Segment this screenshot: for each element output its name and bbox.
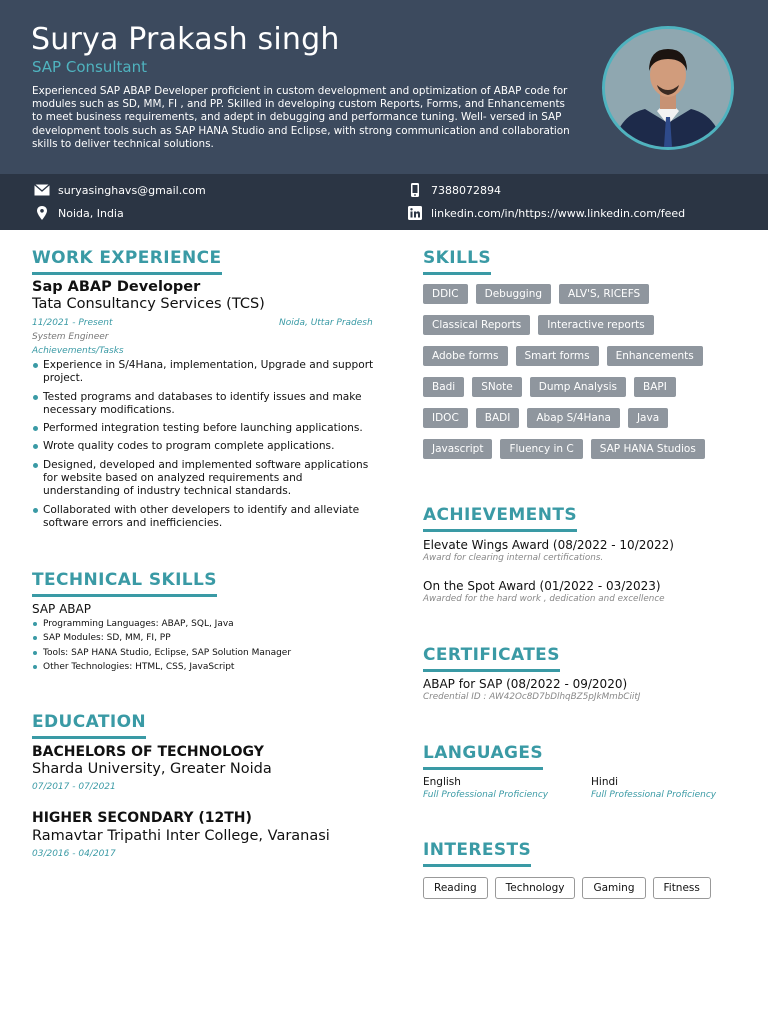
- interest-tag: Gaming: [582, 877, 645, 899]
- skill-tag: Abap S/4Hana: [527, 408, 620, 428]
- candidate-role: SAP Consultant: [32, 58, 147, 76]
- achievements-label: Achievements/Tasks: [32, 346, 124, 356]
- company-name: Tata Consultancy Services (TCS): [32, 296, 265, 312]
- section-title-skills: SKILLS: [423, 248, 491, 275]
- skill-tag: Classical Reports: [423, 315, 530, 335]
- interest-tag: Fitness: [653, 877, 711, 899]
- section-title-education: EDUCATION: [32, 712, 146, 739]
- technical-skills-list: [32, 617, 291, 674]
- phone-icon: [407, 183, 423, 197]
- list-item: Tested programs and databases to identify issues and make necessary modifications.: [32, 391, 382, 418]
- linkedin-text: linkedin.com/in/https://www.linkedin.com/feed: [431, 206, 686, 220]
- language-level: Full Professional Proficiency: [591, 790, 717, 800]
- skill-tag: Dump Analysis: [530, 377, 626, 397]
- skill-tag: Smart forms: [516, 346, 599, 366]
- skill-tag: Fluency in C: [500, 439, 582, 459]
- job-bullet-list: [32, 359, 382, 535]
- language-level: Full Professional Proficiency: [423, 790, 549, 800]
- location-pin-icon: [34, 206, 50, 220]
- section-title-work-experience: WORK EXPERIENCE: [32, 248, 222, 275]
- skill-tag: Javascript: [423, 439, 492, 459]
- contact-location: [34, 206, 124, 220]
- achievement-description: Awarded for the hard work , dedication and excellence: [423, 594, 665, 604]
- language-name: English: [423, 776, 461, 788]
- phone-text: 7388072894: [431, 183, 501, 197]
- section-title-technical-skills: TECHNICAL SKILLS: [32, 570, 217, 597]
- list-item: Collaborated with other developers to identify and alleviate software errors and inefficiencies.: [32, 504, 382, 531]
- envelope-icon: [34, 183, 50, 197]
- job-position: System Engineer: [32, 332, 109, 342]
- section-title-achievements: ACHIEVEMENTS: [423, 505, 577, 532]
- resume-header: [0, 0, 768, 174]
- skill-tag: Badi: [423, 377, 464, 397]
- email-text: suryasinghavs@gmail.com: [58, 183, 206, 197]
- interest-tag: Technology: [495, 877, 576, 899]
- skill-tag: Interactive reports: [538, 315, 653, 335]
- contact-bar: [0, 174, 768, 230]
- job-title: Sap ABAP Developer: [32, 279, 201, 295]
- linkedin-icon: [407, 206, 423, 220]
- education-school: Sharda University, Greater Noida: [32, 761, 272, 777]
- location-text: Noida, India: [58, 206, 124, 220]
- certificate-title: ABAP for SAP (08/2022 - 09/2020): [423, 677, 628, 691]
- skill-tag: Debugging: [476, 284, 551, 304]
- skill-tag: DDIC: [423, 284, 468, 304]
- technical-skills-heading: SAP ABAP: [32, 602, 91, 616]
- interests-tag-list: [423, 877, 718, 899]
- candidate-name: Surya Prakash singh: [31, 22, 340, 57]
- skills-tag-list: [423, 284, 733, 470]
- skill-tag: Enhancements: [607, 346, 703, 366]
- list-item: Programming Languages: ABAP, SQL, Java: [32, 617, 291, 631]
- contact-linkedin[interactable]: [407, 206, 685, 220]
- job-dates: 11/2021 - Present: [32, 318, 113, 328]
- education-degree: BACHELORS OF TECHNOLOGY: [32, 744, 264, 760]
- list-item: SAP Modules: SD, MM, FI, PP: [32, 631, 291, 645]
- education-degree: HIGHER SECONDARY (12TH): [32, 810, 252, 826]
- section-title-certificates: CERTIFICATES: [423, 645, 560, 672]
- list-item: Other Technologies: HTML, CSS, JavaScript: [32, 660, 291, 674]
- list-item: Experience in S/4Hana, implementation, Upgrade and support project.: [32, 359, 382, 386]
- job-location: Noida, Uttar Pradesh: [279, 318, 373, 328]
- section-title-languages: LANGUAGES: [423, 743, 543, 770]
- profile-photo: [602, 26, 734, 150]
- achievement-title: Elevate Wings Award (08/2022 - 10/2022): [423, 538, 674, 552]
- skill-tag: SAP HANA Studios: [591, 439, 705, 459]
- achievement-description: Award for clearing internal certifications.: [423, 553, 604, 563]
- certificate-credential-id: Credential ID : AW42Oc8D7bDlhqBZ5pJkMmbCiitJ: [423, 692, 641, 702]
- list-item: Tools: SAP HANA Studio, Eclipse, SAP Solution Manager: [32, 646, 291, 660]
- list-item: Wrote quality codes to program complete applications.: [32, 440, 382, 453]
- profile-summary: Experienced SAP ABAP Developer proficient in custom development and optimization of ABAP code for modules such as SD, MM, FI , and PP. Skilled in developing custom Reports, Forms, and Enhancements to meet business requirements, and adept in debugging and performance tuning. Well- versed in SAP development tools such as SAP HANA Studio and Eclipse, with strong communication and collaboration skills to deliver technical solutions.: [32, 85, 570, 150]
- person-portrait-icon: [605, 29, 731, 147]
- skill-tag: ALV'S, RICEFS: [559, 284, 649, 304]
- skill-tag: BAPI: [634, 377, 676, 397]
- achievement-title: On the Spot Award (01/2022 - 03/2023): [423, 579, 661, 593]
- section-title-interests: INTERESTS: [423, 840, 531, 867]
- skill-tag: BADI: [476, 408, 520, 428]
- skill-tag: SNote: [472, 377, 522, 397]
- contact-email[interactable]: [34, 183, 206, 197]
- education-dates: 07/2017 - 07/2021: [32, 782, 116, 792]
- skill-tag: Adobe forms: [423, 346, 508, 366]
- list-item: Performed integration testing before launching applications.: [32, 422, 382, 435]
- list-item: Designed, developed and implemented software applications for website based on analyzed requirements and understanding of industry technical standards.: [32, 459, 382, 499]
- skill-tag: Java: [628, 408, 668, 428]
- skill-tag: IDOC: [423, 408, 468, 428]
- interest-tag: Reading: [423, 877, 488, 899]
- contact-phone[interactable]: [407, 183, 501, 197]
- education-school: Ramavtar Tripathi Inter College, Varanasi: [32, 828, 330, 844]
- language-name: Hindi: [591, 776, 619, 788]
- education-dates: 03/2016 - 04/2017: [32, 849, 116, 859]
